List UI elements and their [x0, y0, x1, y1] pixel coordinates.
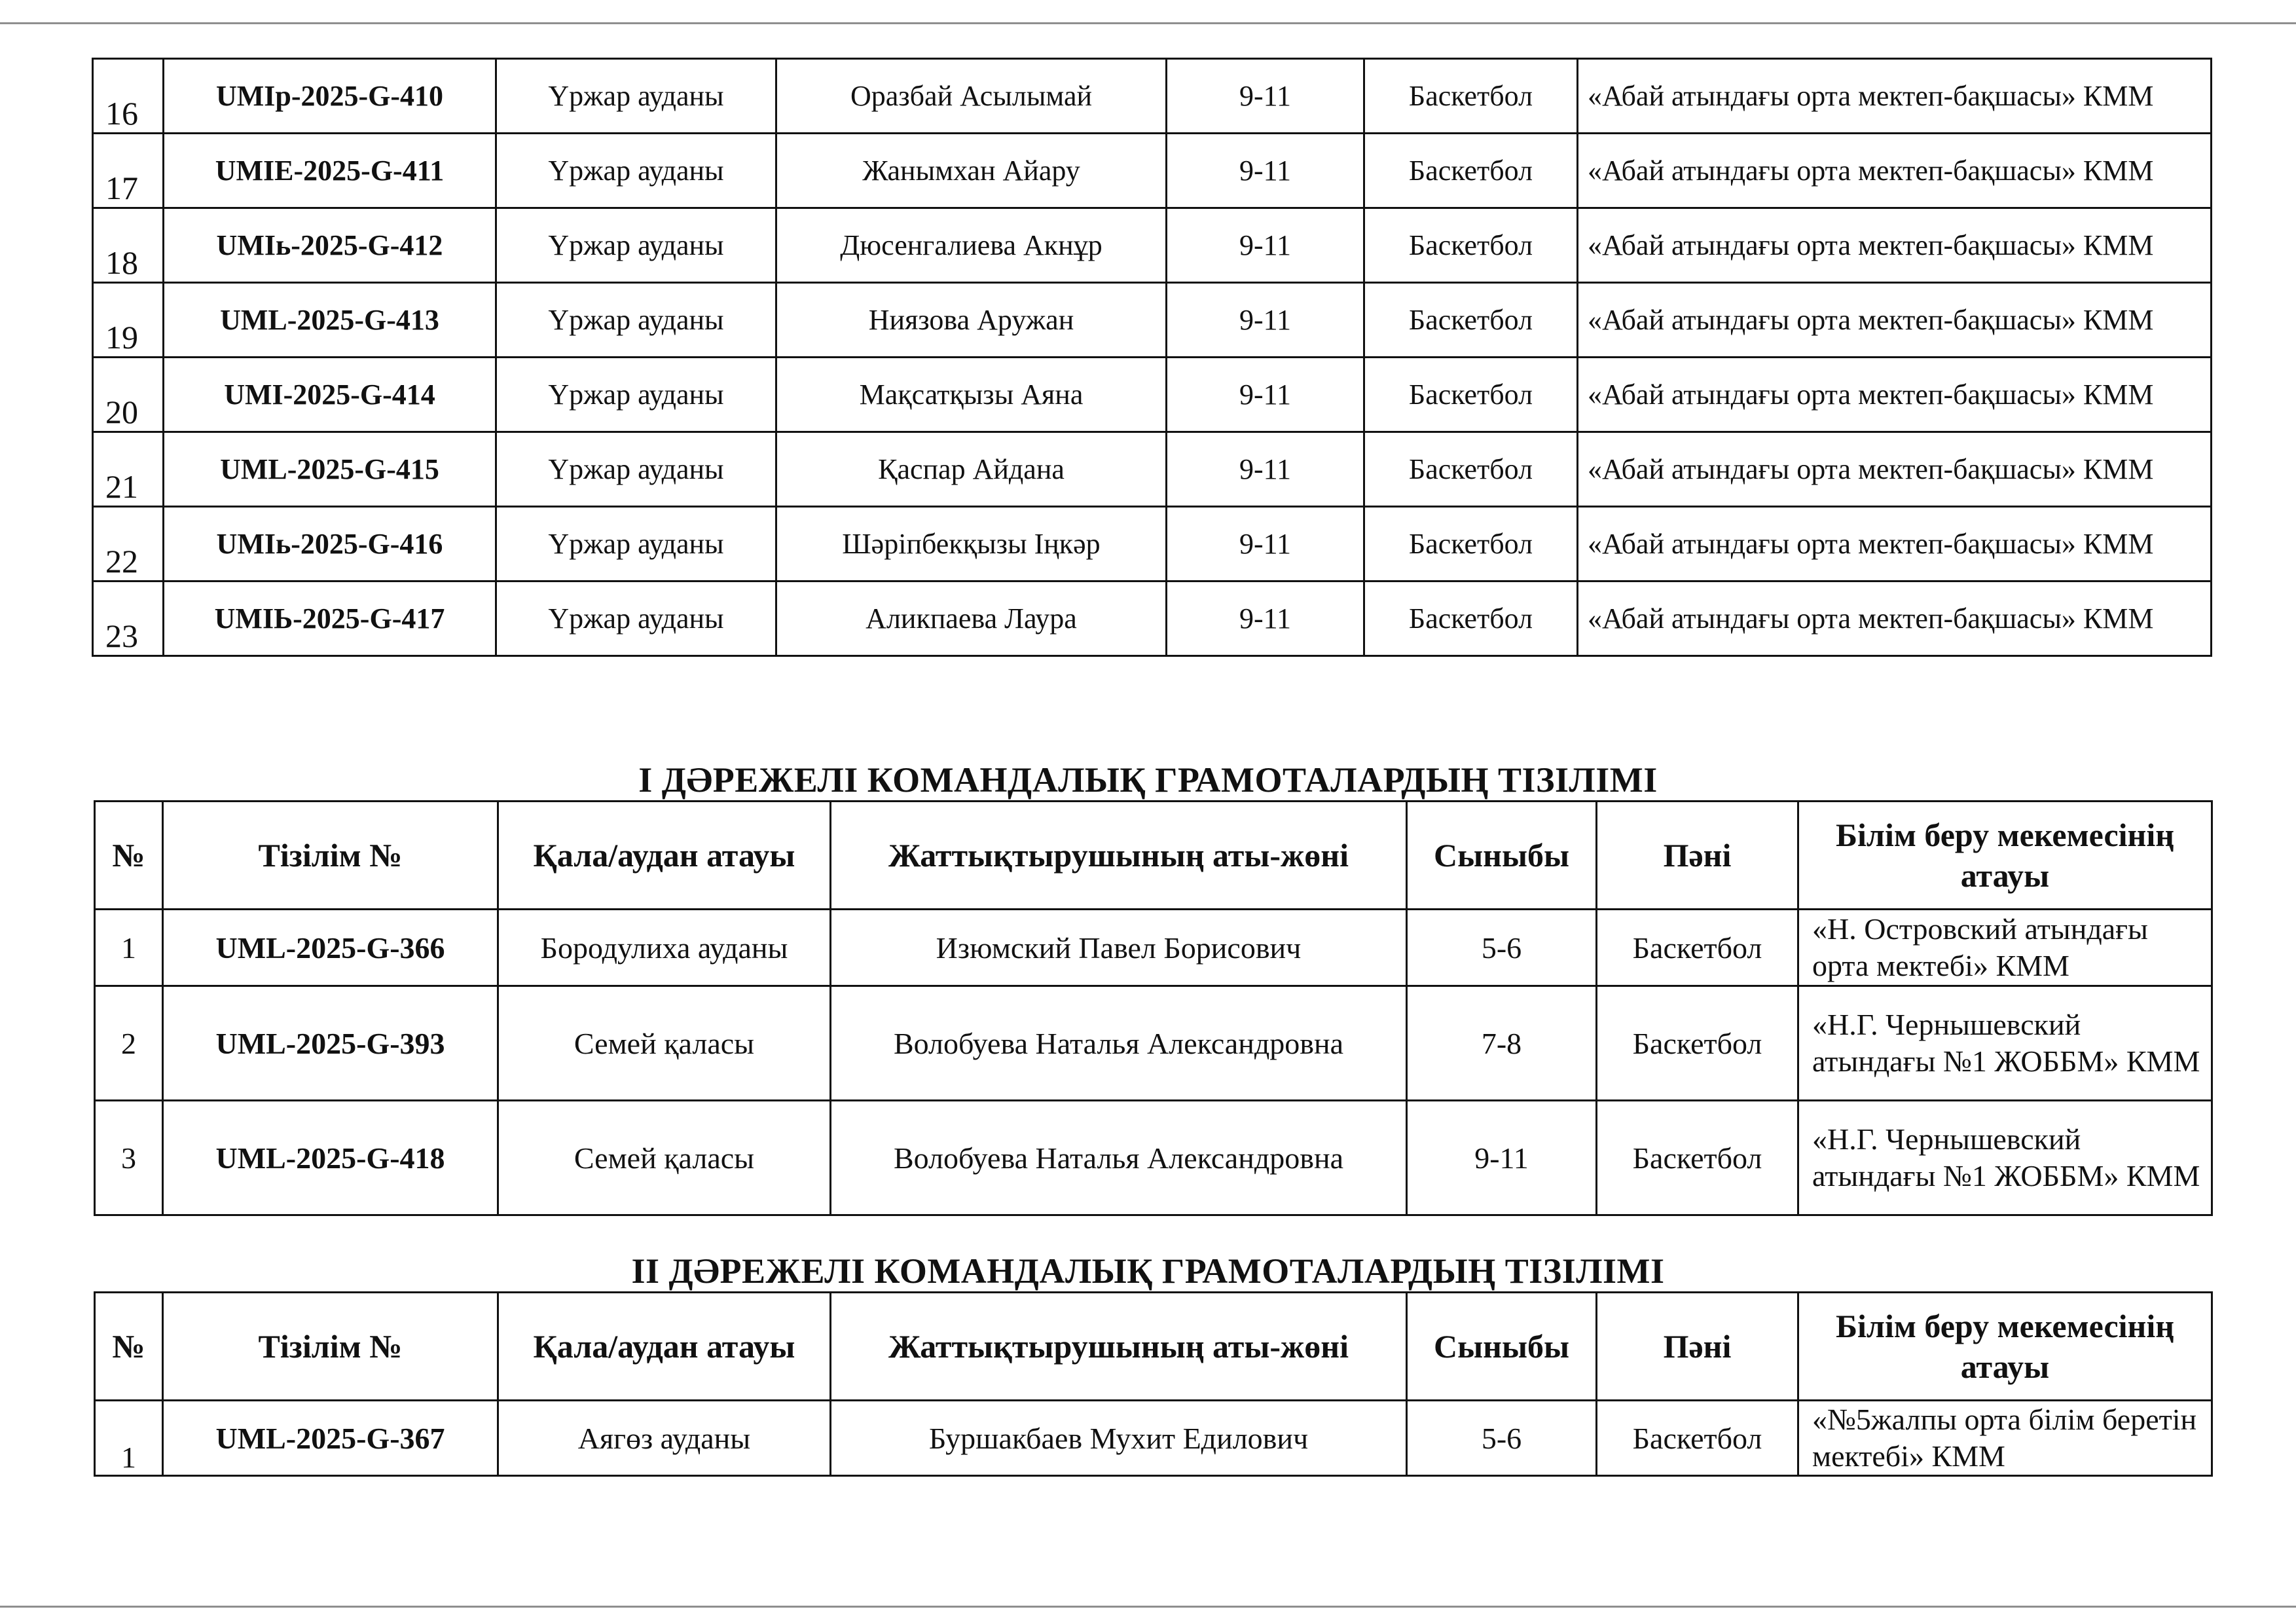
- grade-range: 9-11: [1167, 358, 1364, 432]
- school-name: «Абай атындағы орта мектеп-бақшасы» КММ: [1578, 358, 2212, 432]
- subject-name: Баскетбол: [1597, 1101, 1798, 1215]
- table-row: [93, 358, 2212, 432]
- subject-name: Баскетбол: [1597, 1401, 1798, 1476]
- subject-name: Баскетбол: [1597, 910, 1798, 986]
- subject-name: Баскетбол: [1364, 134, 1578, 208]
- person-name: Изюмский Павел Борисович: [831, 910, 1407, 986]
- person-name: Мақсатқызы Аяна: [776, 358, 1167, 432]
- registry-number: UMI-2025-G-414: [164, 358, 496, 432]
- district-name: Үржар ауданы: [496, 59, 776, 134]
- header-subject: Пәні: [1597, 802, 1798, 910]
- grade-range: 5-6: [1407, 910, 1597, 986]
- row-number: 20: [93, 358, 164, 432]
- header-district: Қала/аудан атауы: [498, 1293, 831, 1401]
- header-school: Білім беру мекемесінің атауы: [1798, 802, 2212, 910]
- row-number: 16: [93, 59, 164, 134]
- header-registry-number: Тізілім №: [163, 802, 498, 910]
- school-name: «Абай атындағы орта мектеп-бақшасы» КММ: [1578, 581, 2212, 656]
- table-row: [95, 1101, 2212, 1215]
- table-row: [93, 581, 2212, 656]
- school-name: «Абай атындағы орта мектеп-бақшасы» КММ: [1578, 507, 2212, 581]
- team-certificates-second-degree-table: [94, 1291, 2213, 1477]
- subject-name: Баскетбол: [1364, 507, 1578, 581]
- grade-range: 9-11: [1167, 283, 1364, 358]
- grade-range: 9-11: [1167, 208, 1364, 283]
- district-name: Үржар ауданы: [496, 432, 776, 507]
- registry-number: UML-2025-G-418: [163, 1101, 498, 1215]
- person-name: Жанымхан Айару: [776, 134, 1167, 208]
- person-name: Ниязова Аружан: [776, 283, 1167, 358]
- subject-name: Баскетбол: [1364, 283, 1578, 358]
- registry-number: UMIь-2025-G-416: [164, 507, 496, 581]
- grade-range: 7-8: [1407, 986, 1597, 1101]
- registry-number: UMIр-2025-G-410: [164, 59, 496, 134]
- team-certificates-first-degree-table: [94, 800, 2213, 1216]
- school-name: «Абай атындағы орта мектеп-бақшасы» КММ: [1578, 283, 2212, 358]
- header-coach-name: Жаттықтырушының аты-жөні: [831, 802, 1407, 910]
- table-row: [93, 134, 2212, 208]
- person-name: Аликпаева Лаура: [776, 581, 1167, 656]
- subject-name: Баскетбол: [1364, 581, 1578, 656]
- grade-range: 5-6: [1407, 1401, 1597, 1476]
- school-name: «Абай атындағы орта мектеп-бақшасы» КММ: [1578, 432, 2212, 507]
- row-number: 2: [95, 986, 163, 1101]
- row-number: 1: [95, 1401, 163, 1476]
- person-name: Волобуева Наталья Александровна: [831, 1101, 1407, 1215]
- header-grade: Сыныбы: [1407, 802, 1597, 910]
- row-number: 23: [93, 581, 164, 656]
- grade-range: 9-11: [1167, 507, 1364, 581]
- school-name: «Н. Островский атындағы орта мектебі» КММ: [1798, 910, 2212, 986]
- person-name: Буршакбаев Мухит Едилович: [831, 1401, 1407, 1476]
- district-name: Үржар ауданы: [496, 507, 776, 581]
- registry-number: UMIЬ-2025-G-417: [164, 581, 496, 656]
- section2-title: ІІ ДӘРЕЖЕЛІ КОМАНДАЛЫҚ ГРАМОТАЛАРДЫҢ ТІЗІЛІМІ: [631, 1251, 1665, 1291]
- header-subject: Пәні: [1597, 1293, 1798, 1401]
- header-registry-number: Тізілім №: [163, 1293, 498, 1401]
- person-name: Қаспар Айдана: [776, 432, 1167, 507]
- registry-number: UMIь-2025-G-412: [164, 208, 496, 283]
- district-name: Бородулиха ауданы: [498, 910, 831, 986]
- header-number: №: [95, 802, 163, 910]
- registry-number: UML-2025-G-415: [164, 432, 496, 507]
- district-name: Үржар ауданы: [496, 208, 776, 283]
- table-row: [95, 1401, 2212, 1476]
- table-row: [93, 432, 2212, 507]
- district-name: Үржар ауданы: [496, 581, 776, 656]
- school-name: «Н.Г. Чернышевский атындағы №1 ЖОББМ» КММ: [1798, 986, 2212, 1101]
- district-name: Семей қаласы: [498, 1101, 831, 1215]
- row-number: 22: [93, 507, 164, 581]
- header-grade: Сыныбы: [1407, 1293, 1597, 1401]
- person-name: Оразбай Асылымай: [776, 59, 1167, 134]
- row-number: 17: [93, 134, 164, 208]
- district-name: Аягөз ауданы: [498, 1401, 831, 1476]
- header-coach-name: Жаттықтырушының аты-жөні: [831, 1293, 1407, 1401]
- table-header-row: [95, 1293, 2212, 1401]
- district-name: Үржар ауданы: [496, 134, 776, 208]
- person-name: Волобуева Наталья Александровна: [831, 986, 1407, 1101]
- registry-number: UML-2025-G-393: [163, 986, 498, 1101]
- table-row: [93, 59, 2212, 134]
- table-row: [95, 910, 2212, 986]
- grade-range: 9-11: [1167, 134, 1364, 208]
- section1-title: І ДӘРЕЖЕЛІ КОМАНДАЛЫҚ ГРАМОТАЛАРДЫҢ ТІЗІЛІМІ: [638, 760, 1658, 800]
- row-number: 21: [93, 432, 164, 507]
- subject-name: Баскетбол: [1364, 208, 1578, 283]
- table-header-row: [95, 802, 2212, 910]
- subject-name: Баскетбол: [1597, 986, 1798, 1101]
- grade-range: 9-11: [1167, 432, 1364, 507]
- registry-number: UML-2025-G-413: [164, 283, 496, 358]
- grade-range: 9-11: [1167, 59, 1364, 134]
- grade-range: 9-11: [1167, 581, 1364, 656]
- district-name: Үржар ауданы: [496, 358, 776, 432]
- school-name: «Абай атындағы орта мектеп-бақшасы» КММ: [1578, 59, 2212, 134]
- table-row: [93, 208, 2212, 283]
- school-name: «№5жалпы орта білім беретін мектебі» КММ: [1798, 1401, 2212, 1476]
- scan-edge-top: [0, 22, 2296, 24]
- school-name: «Абай атындағы орта мектеп-бақшасы» КММ: [1578, 134, 2212, 208]
- school-name: «Абай атындағы орта мектеп-бақшасы» КММ: [1578, 208, 2212, 283]
- row-number: 18: [93, 208, 164, 283]
- scan-edge-bottom: [0, 1606, 2296, 1608]
- registry-number: UMIЕ-2025-G-411: [164, 134, 496, 208]
- row-number: 1: [95, 910, 163, 986]
- header-school: Білім беру мекемесінің атауы: [1798, 1293, 2212, 1401]
- table-row: [95, 986, 2212, 1101]
- person-name: Дюсенгалиева Акнұр: [776, 208, 1167, 283]
- school-name: «Н.Г. Чернышевский атындағы №1 ЖОББМ» КММ: [1798, 1101, 2212, 1215]
- subject-name: Баскетбол: [1364, 358, 1578, 432]
- header-district: Қала/аудан атауы: [498, 802, 831, 910]
- subject-name: Баскетбол: [1364, 432, 1578, 507]
- row-number: 3: [95, 1101, 163, 1215]
- table-row: [93, 507, 2212, 581]
- header-number: №: [95, 1293, 163, 1401]
- grade-range: 9-11: [1407, 1101, 1597, 1215]
- district-name: Үржар ауданы: [496, 283, 776, 358]
- person-name: Шәріпбекқызы Іңкәр: [776, 507, 1167, 581]
- registry-number: UML-2025-G-366: [163, 910, 498, 986]
- participants-table: [92, 58, 2212, 657]
- district-name: Семей қаласы: [498, 986, 831, 1101]
- table-row: [93, 283, 2212, 358]
- row-number: 19: [93, 283, 164, 358]
- subject-name: Баскетбол: [1364, 59, 1578, 134]
- registry-number: UML-2025-G-367: [163, 1401, 498, 1476]
